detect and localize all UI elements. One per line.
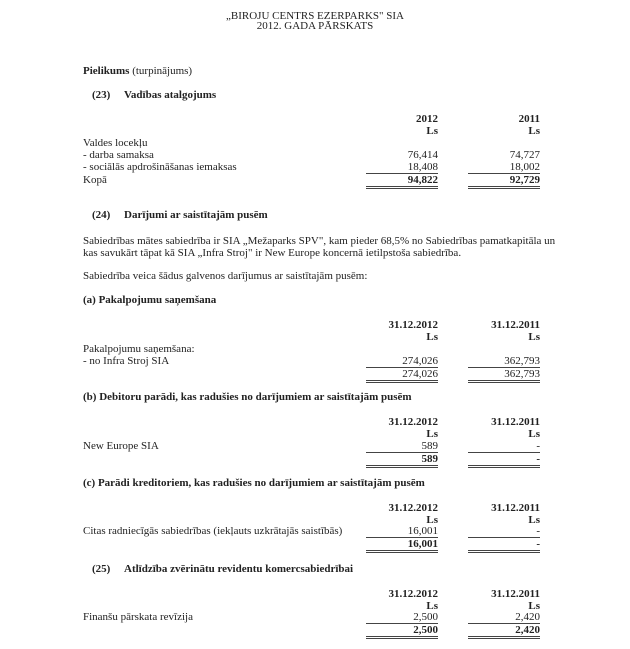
appendix-title: Pielikums <box>83 65 130 77</box>
section-24-title: Darījumi ar saistītajām pusēm <box>124 209 268 221</box>
unit-label: Ls <box>528 331 540 343</box>
unit-label: Ls <box>426 600 438 612</box>
column-header: 31.12.2012 <box>388 588 438 600</box>
appendix-heading <box>83 65 192 77</box>
cell-value: 74,727 <box>509 149 540 161</box>
row-group-label: Pakalpojumu saņemšana: <box>83 343 195 355</box>
column-header: 31.12.2012 <box>388 502 438 514</box>
section-24-number: (24) <box>92 209 111 221</box>
unit-label: Ls <box>528 428 540 440</box>
cell-value: 274,026 <box>366 355 438 368</box>
row-label: - no Infra Stroj SIA <box>83 355 170 367</box>
cell-value: 362,793 <box>468 355 540 368</box>
row-label: - darba samaksa <box>83 149 154 161</box>
row-label: - sociālās apdrošināšanas iemaksas <box>83 161 237 173</box>
total-value: 92,729 <box>468 174 540 189</box>
subsection-c-title: (c) Parādi kreditoriem, kas radušies no darījumiem ar saistītajām pusēm <box>83 477 425 489</box>
row-group-label: Valdes locekļu <box>83 137 148 149</box>
unit-label: Ls <box>426 514 438 526</box>
cell-value: - <box>468 440 540 453</box>
header-report: 2012. GADA PĀRSKATS <box>256 20 374 32</box>
total-value: 589 <box>366 453 438 468</box>
unit-label: Ls <box>426 428 438 440</box>
subsection-a-title: (a) Pakalpojumu saņemšana <box>83 294 217 306</box>
section-23-title: Vadības atalgojums <box>124 89 217 101</box>
total-value: - <box>468 538 540 553</box>
column-header: 31.12.2011 <box>491 502 540 514</box>
section-23-number: (23) <box>92 89 111 101</box>
paragraph-line: Sabiedrības mātes sabiedrība ir SIA „Mežaparks SPV", kam pieder 68,5% no Sabiedrības pamatkapitāla un <box>83 235 556 247</box>
unit-label: Ls <box>426 331 438 343</box>
paragraph: Sabiedrība veica šādus galvenos darījumus ar saistītajām pusēm: <box>83 270 368 282</box>
column-header: 31.12.2011 <box>491 319 540 331</box>
section-25-number: (25) <box>92 563 111 575</box>
column-header: 2011 <box>518 113 540 125</box>
column-header: 2012 <box>416 113 438 125</box>
cell-value: 18,002 <box>468 161 540 174</box>
unit-label: Ls <box>528 600 540 612</box>
column-header: 31.12.2012 <box>388 416 438 428</box>
column-header: 31.12.2011 <box>491 588 540 600</box>
column-header: 31.12.2012 <box>388 319 438 331</box>
cell-value: 16,001 <box>366 525 438 538</box>
row-label: Finanšu pārskata revīzija <box>83 611 193 623</box>
total-value: 362,793 <box>468 368 540 383</box>
unit-label: Ls <box>426 125 438 137</box>
cell-value: 18,408 <box>366 161 438 174</box>
total-value: 2,500 <box>366 624 438 639</box>
unit-label: Ls <box>528 125 540 137</box>
total-value: 2,420 <box>468 624 540 639</box>
cell-value: 589 <box>366 440 438 453</box>
total-value: 94,822 <box>366 174 438 189</box>
row-label: New Europe SIA <box>83 440 159 452</box>
cell-value: - <box>468 525 540 538</box>
subsection-b-title: (b) Debitoru parādi, kas radušies no darījumiem ar saistītajām pusēm <box>83 391 412 403</box>
total-value: 274,026 <box>366 368 438 383</box>
unit-label: Ls <box>528 514 540 526</box>
cell-value: 2,420 <box>468 611 540 624</box>
row-label: Citas radniecīgās sabiedrības (iekļauts uzkrātajās saistībās) <box>83 525 343 537</box>
appendix-note: (turpinājums) <box>132 65 193 77</box>
total-label: Kopā <box>83 174 107 186</box>
total-value: 16,001 <box>366 538 438 553</box>
cell-value: 2,500 <box>366 611 438 624</box>
column-header: 31.12.2011 <box>491 416 540 428</box>
header-company: „BIROJU CENTRS EZERPARKS" SIA <box>226 10 404 22</box>
total-value: - <box>468 453 540 468</box>
cell-value: 76,414 <box>407 149 438 161</box>
paragraph-line: kas savukārt tāpat kā SIA „Infra Stroj" ir New Europe koncernā ietilpstoša sabiedrība. <box>83 247 462 259</box>
section-25-title: Atlīdzība zvērinātu revidentu komercsabiedrībai <box>124 563 354 575</box>
